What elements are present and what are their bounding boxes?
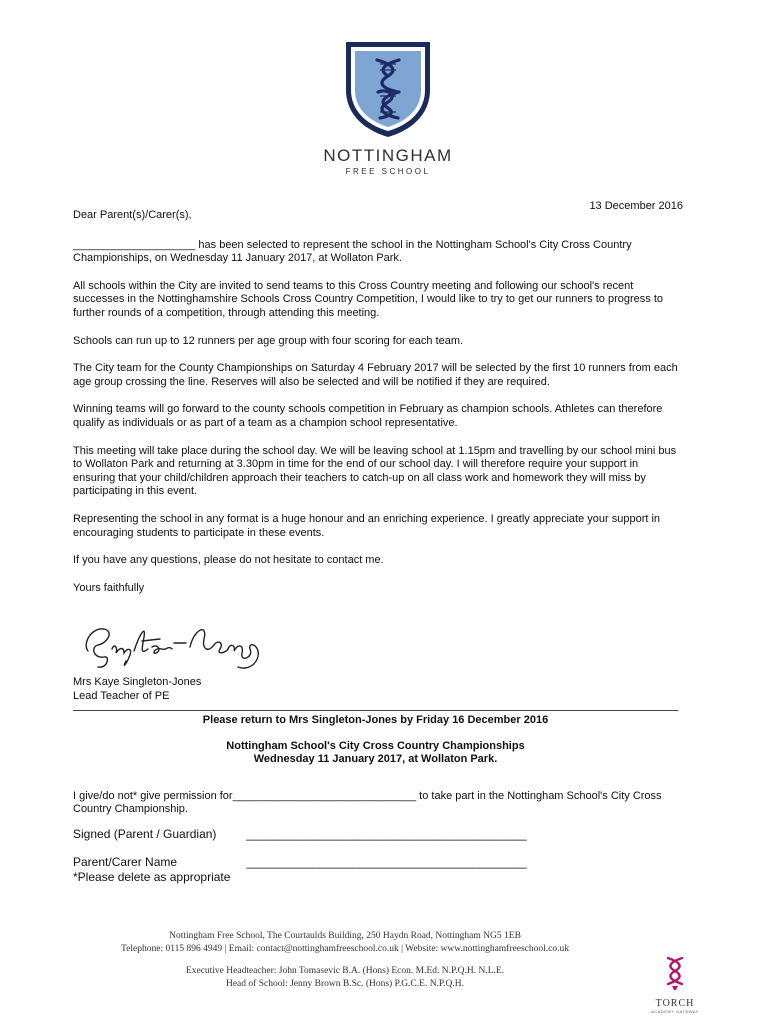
delete-note: *Please delete as appropriate <box>73 870 231 884</box>
paragraph: All schools within the City are invited to send teams to this Cross Country meeting and following our school's recent successes in the Nottinghamshire Schools Cross Country Competition, I would like to try to get our runners to progress to further rounds of a competition, through attending this meeting. <box>73 279 663 319</box>
torch-helix-icon <box>663 955 687 991</box>
slip-heading <box>73 740 678 766</box>
slip-heading-line-1: Nottingham School's City Cross Country Championships <box>226 740 525 752</box>
salutation: Dear Parent(s)/Carer(s), <box>73 209 192 221</box>
shield-logo-icon <box>342 38 434 140</box>
paragraph: ____________________ has been selected to represent the school in the Nottingham School's City Cross Country Championships, on Wednesday 11 January 2017, at Wollaton Park. <box>73 238 632 265</box>
handwritten-signature <box>78 613 268 680</box>
signed-label: Signed (Parent / Guardian) <box>73 827 217 841</box>
paragraph: Winning teams will go forward to the county schools competition in February as champion schools. Athletes can therefore qualify as individuals or as part of a team as a champion school representative. <box>73 403 663 429</box>
signature-icon <box>78 613 268 675</box>
torch-subtitle: ACADEMY GATEWAY <box>651 1009 699 1014</box>
signature-field[interactable] <box>73 827 683 841</box>
footer-contact: Telephone: 0115 896 4949 | Email: contact@nottinghamfreeschool.co.uk | Website: www.nottinghamfreeschool.co.uk <box>121 943 569 954</box>
paragraph: Schools can run up to 12 runners per age group with four scoring for each team. <box>73 334 464 347</box>
school-subtitle: FREE SCHOOL <box>345 167 431 176</box>
paragraph: This meeting will take place during the school day. We will be leaving school at 1.15pm and travelling by our school mini bus to Wollaton Park and returning at 3.30pm in time for the end of our school day. I will therefore require your support in ensuring that your child/children approach their teachers to catch-up on all class work and homework they will miss by participating in this event. <box>73 444 677 498</box>
school-name: NOTTINGHAM <box>323 146 453 165</box>
footer-address: Nottingham Free School, The Courtaulds Building, 250 Haydn Road, Nottingham NG5 1EB <box>169 931 521 941</box>
parent-name-field[interactable] <box>73 855 683 885</box>
footer-headteacher: Executive Headteacher: John Tomasevic B.A. (Hons) Econ. M.Ed. N.P.Q.H. N.L.E. <box>185 966 505 976</box>
signed-line[interactable]: __________________________________________ <box>246 827 527 841</box>
closing: Yours faithfully <box>73 581 145 594</box>
paragraph: The City team for the County Championships on Saturday 4 February 2017 will be selected by the first 10 runners from each age group crossing the line. Reserves will also be selected and will be notified if they are required. <box>73 362 678 388</box>
permission-statement[interactable]: I give/do not* give permission for______________________________ to take part in the Nottingham School's City Cross Country Championship. <box>73 790 662 815</box>
parent-line[interactable]: __________________________________________ <box>246 855 527 869</box>
paragraph: If you have any questions, please do not hesitate to contact me. <box>73 554 384 567</box>
signer-name: Mrs Kaye Singleton-Jones <box>73 676 202 688</box>
letter-date: 13 December 2016 <box>589 200 683 212</box>
signer-title: Lead Teacher of PE <box>73 689 170 702</box>
signer-block <box>73 676 201 703</box>
paragraph: Representing the school in any format is a huge honour and an enriching experience. I greatly appreciate your support in encouraging students to participate in these events. <box>73 512 661 539</box>
slip-heading-line-2: Wednesday 11 January 2017, at Wollaton Park. <box>253 753 498 765</box>
tear-off-divider <box>73 710 678 711</box>
torch-logo <box>640 955 710 1014</box>
school-logo <box>288 38 488 176</box>
parent-label: Parent/Carer Name <box>73 855 178 869</box>
footer <box>60 930 630 990</box>
return-instruction: Please return to Mrs Singleton-Jones by Friday 16 December 2016 <box>202 714 549 726</box>
letter-body <box>73 209 683 609</box>
footer-head-of-school: Head of School: Jenny Brown B.Sc. (Hons) P.G.C.E. N.P.Q.H. <box>225 978 465 989</box>
torch-label: TORCH <box>655 998 695 1009</box>
